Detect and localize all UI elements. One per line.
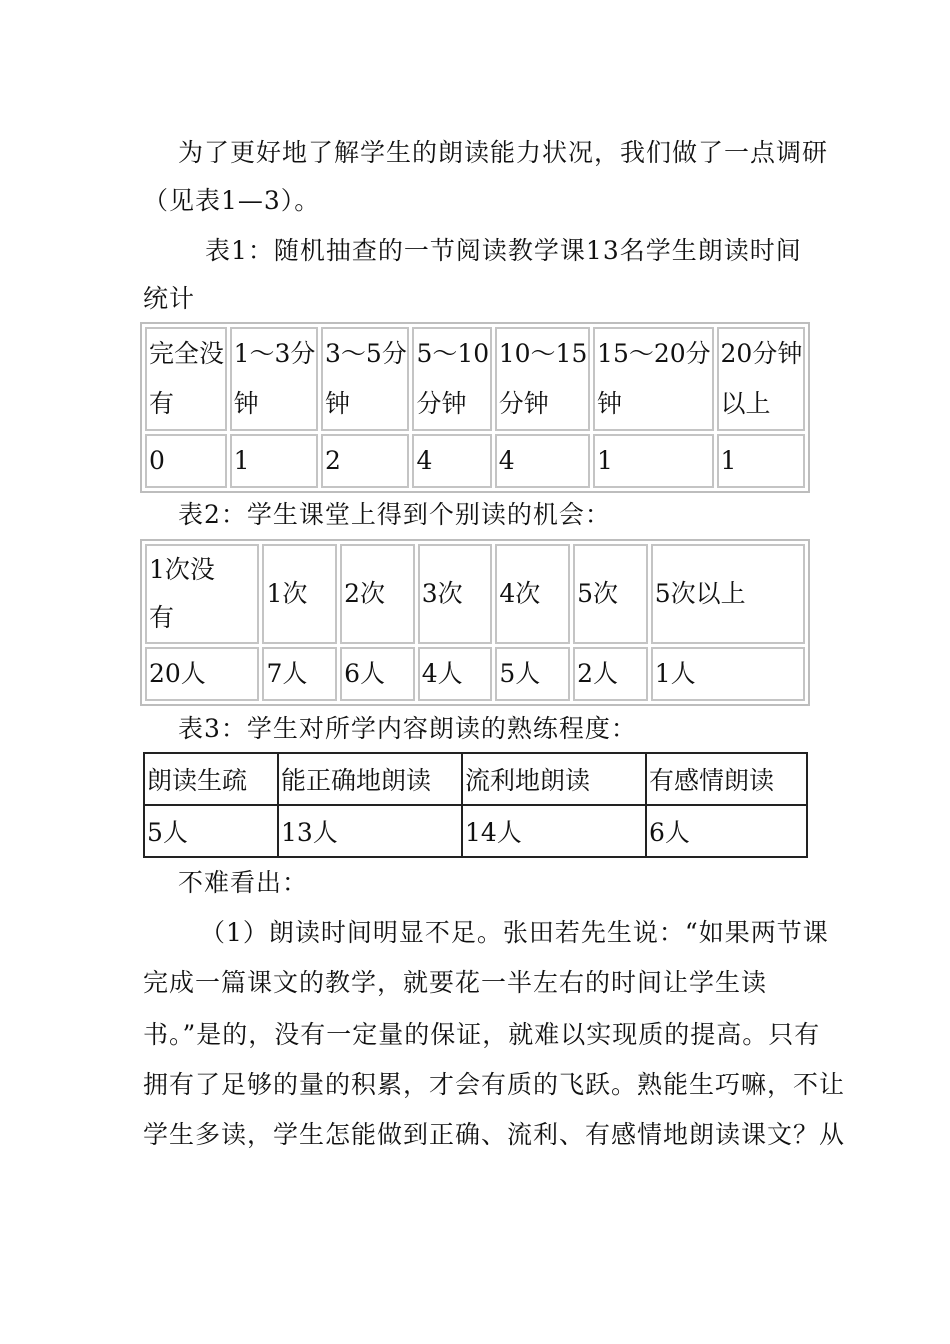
table2-value-cell: 4人 (418, 647, 493, 701)
table1-value-cell: 4 (495, 434, 590, 488)
table3-caption: 表3：学生对所学内容朗读的熟练程度： (178, 714, 637, 743)
table2-value-cell: 2人 (573, 647, 648, 701)
table2-header-cell: 1次没 有 (145, 544, 259, 644)
table3-header-cell: 朗读生疏 (144, 753, 278, 805)
table1-value-cell: 0 (145, 434, 227, 488)
body-line-4: 拥有了足够的量的积累，才会有质的飞跃。熟能生巧嘛，不让 (143, 1070, 846, 1099)
table-1-reading-time (140, 322, 810, 493)
table1-header-cell: 5～10 分钟 (412, 327, 491, 431)
table1-header-cell: 10～15 分钟 (495, 327, 590, 431)
table2-value-cell: 7人 (262, 647, 337, 701)
table1-value-cell: 1 (230, 434, 318, 488)
table1-value-cell: 1 (717, 434, 805, 488)
table3-value-cell: 14人 (462, 805, 646, 857)
table2-header-cell: 2次 (340, 544, 415, 644)
table3-header-cell: 有感情朗读 (646, 753, 807, 805)
table1-header-cell: 20分钟 以上 (717, 327, 805, 431)
table2-header-cell: 1次 (262, 544, 337, 644)
table3-value-cell: 5人 (144, 805, 278, 857)
intro-line-2: （见表1—3）。 (143, 186, 321, 215)
table2-caption: 表2：学生课堂上得到个别读的机会： (178, 500, 611, 529)
body-line-2: 完成一篇课文的教学，就要花一半左右的时间让学生读 (143, 968, 768, 997)
table1-header-cell: 15～20分 钟 (593, 327, 713, 431)
table1-value-cell: 1 (593, 434, 713, 488)
table-3-reading-proficiency (143, 752, 808, 858)
conclusion-intro: 不难看出： (178, 868, 309, 897)
table3-header-cell: 流利地朗读 (462, 753, 646, 805)
table3-header-cell: 能正确地朗读 (278, 753, 462, 805)
table1-caption-line-1: 表1：随机抽查的一节阅读教学课13名学生朗读时间 (205, 236, 802, 265)
intro-line-1: 为了更好地了解学生的朗读能力状况，我们做了一点调研 (178, 138, 829, 167)
table1-header-cell: 3～5分 钟 (321, 327, 409, 431)
table3-value-cell: 6人 (646, 805, 807, 857)
table1-header-cell: 1～3分 钟 (230, 327, 318, 431)
table3-value-cell: 13人 (278, 805, 462, 857)
table1-value-cell: 4 (412, 434, 491, 488)
table1-value-cell: 2 (321, 434, 409, 488)
table2-value-cell: 5人 (495, 647, 570, 701)
table2-header-cell: 5次 (573, 544, 648, 644)
table2-value-cell: 1人 (651, 647, 805, 701)
body-line-5: 学生多读，学生怎能做到正确、流利、有感情地朗读课文？从 (143, 1120, 846, 1149)
table1-header-cell: 完全没 有 (145, 327, 227, 431)
table-2-reading-chances (140, 539, 810, 706)
body-line-1: （1）朗读时间明显不足。张田若先生说：“如果两节课 (200, 918, 829, 947)
body-line-3: 书。”是的，没有一定量的保证，就难以实现质的提高。只有 (143, 1020, 821, 1049)
table1-caption-line-2: 统计 (143, 284, 196, 313)
table2-value-cell: 20人 (145, 647, 259, 701)
table2-header-cell: 5次以上 (651, 544, 805, 644)
table2-value-cell: 6人 (340, 647, 415, 701)
table2-header-cell: 4次 (495, 544, 570, 644)
table2-header-cell: 3次 (418, 544, 493, 644)
